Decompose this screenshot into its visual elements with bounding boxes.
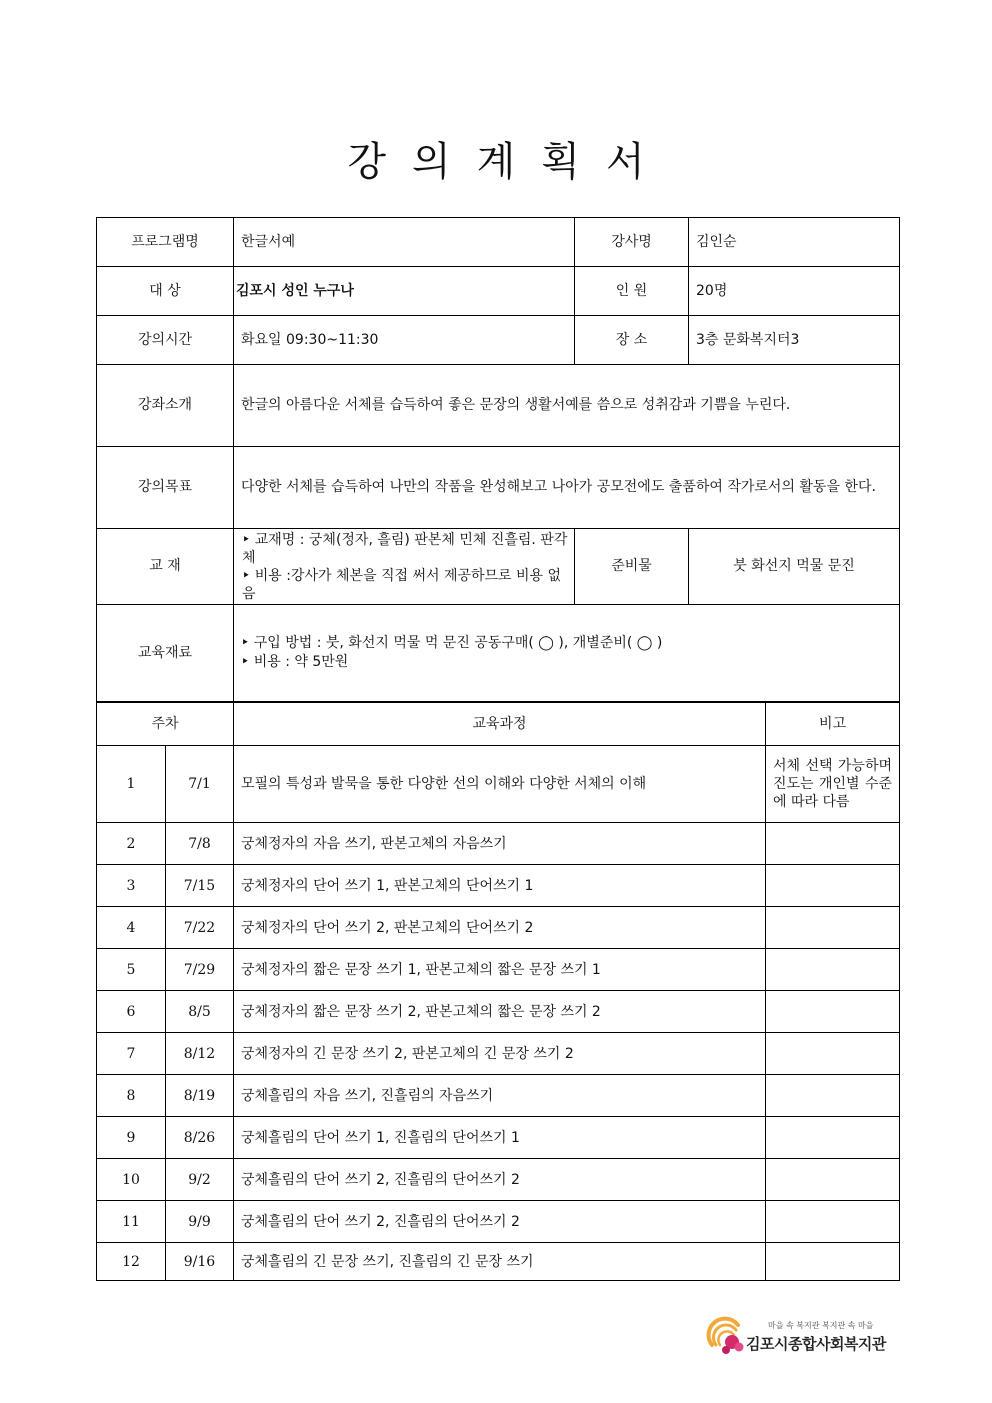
week-date: 7/22 [166, 907, 234, 949]
week-note [766, 1243, 900, 1281]
goal-label: 강의목표 [97, 447, 234, 529]
week-note [766, 1075, 900, 1117]
target-value: 김포시 성인 누구나 [234, 267, 575, 316]
page-title: 강의계획서 [347, 139, 671, 185]
week-date: 8/19 [166, 1075, 234, 1117]
org-logo-icon [706, 1315, 748, 1357]
week-note [766, 865, 900, 907]
week-content: 궁체정자의 짧은 문장 쓰기 1, 판본고체의 짧은 문장 쓰기 1 [234, 949, 766, 991]
week-content: 궁체흘림의 자음 쓰기, 진흘림의 자음쓰기 [234, 1075, 766, 1117]
header-note: 비고 [766, 703, 900, 746]
week-note [766, 1201, 900, 1243]
week-content: 궁체정자의 짧은 문장 쓰기 2, 판본고체의 짧은 문장 쓰기 2 [234, 991, 766, 1033]
week-note [766, 823, 900, 865]
week-content: 궁체흘림의 단어 쓰기 2, 진흘림의 단어쓰기 2 [234, 1159, 766, 1201]
week-content: 궁체흘림의 단어 쓰기 1, 진흘림의 단어쓰기 1 [234, 1117, 766, 1159]
table-row [97, 949, 900, 991]
table-row [97, 1117, 900, 1159]
week-number: 12 [97, 1243, 166, 1281]
week-date: 9/2 [166, 1159, 234, 1201]
week-date: 8/12 [166, 1033, 234, 1075]
week-date: 8/5 [166, 991, 234, 1033]
count-value: 20명 [689, 267, 900, 316]
org-name: 김포시종합사회복지관 [746, 1335, 886, 1353]
week-date: 7/8 [166, 823, 234, 865]
instructor-label: 강사명 [575, 218, 689, 267]
week-number: 1 [97, 746, 166, 823]
week-number: 10 [97, 1159, 166, 1201]
week-number: 8 [97, 1075, 166, 1117]
instructor-value: 김인순 [689, 218, 900, 267]
count-label: 인 원 [575, 267, 689, 316]
table-row [97, 823, 900, 865]
place-label: 장 소 [575, 316, 689, 365]
table-row [97, 991, 900, 1033]
week-note [766, 949, 900, 991]
week-date: 7/29 [166, 949, 234, 991]
week-number: 6 [97, 991, 166, 1033]
week-number: 5 [97, 949, 166, 991]
textbook-line-2: ‣ 비용 :강사가 체본을 직접 써서 제공하므로 비용 없음 [242, 567, 562, 602]
week-content: 궁체흘림의 긴 문장 쓰기, 진흘림의 긴 문장 쓰기 [234, 1243, 766, 1281]
prep-label: 준비물 [575, 529, 689, 605]
table-row [97, 1201, 900, 1243]
week-date: 7/1 [166, 746, 234, 823]
table-row [97, 865, 900, 907]
week-number: 7 [97, 1033, 166, 1075]
prep-value: 붓 화선지 먹물 문진 [689, 529, 900, 605]
goal-value: 다양한 서체를 습득하여 나만의 작품을 완성해보고 나아가 공모전에도 출품하여 작가로서의 활동을 한다. [234, 447, 900, 529]
textbook-line-1: ‣ 교재명 : 궁체(정자, 흘림) 판본체 민체 진흘림. 판각체 [242, 531, 568, 566]
time-label: 강의시간 [97, 316, 234, 365]
week-number: 3 [97, 865, 166, 907]
place-value: 3층 문화복지터3 [689, 316, 900, 365]
week-content: 궁체정자의 자음 쓰기, 판본고체의 자음쓰기 [234, 823, 766, 865]
week-content: 궁체정자의 단어 쓰기 2, 판본고체의 단어쓰기 2 [234, 907, 766, 949]
org-tagline: 마을 속 복지관 복지관 속 마을 [768, 1321, 874, 1330]
week-number: 4 [97, 907, 166, 949]
schedule-table [96, 702, 900, 1281]
week-content: 궁체정자의 단어 쓰기 1, 판본고체의 단어쓰기 1 [234, 865, 766, 907]
material-line-1: ‣ 구입 방법 : 붓, 화선지 먹물 먹 문진 공동구매( ◯ ), 개별준비( ◯ ) [241, 635, 663, 651]
header-content: 교육과정 [234, 703, 766, 746]
table-row [97, 1159, 900, 1201]
intro-label: 강좌소개 [97, 365, 234, 447]
program-value: 한글서예 [234, 218, 575, 267]
week-date: 8/26 [166, 1117, 234, 1159]
week-date: 7/15 [166, 865, 234, 907]
table-row [97, 907, 900, 949]
material-label: 교육재료 [97, 605, 234, 702]
week-note: 서체 선택 가능하며 진도는 개인별 수준에 따라 다름 [766, 746, 900, 823]
week-content: 궁체흘림의 단어 쓰기 2, 진흘림의 단어쓰기 2 [234, 1201, 766, 1243]
table-row [97, 1075, 900, 1117]
textbook-label: 교 재 [97, 529, 234, 605]
week-date: 9/16 [166, 1243, 234, 1281]
week-note [766, 1159, 900, 1201]
table-row [97, 746, 900, 823]
intro-value: 한글의 아름다운 서체를 습득하여 좋은 문장의 생활서예를 씀으로 성취감과 기쁨을 누린다. [234, 365, 900, 447]
week-number: 11 [97, 1201, 166, 1243]
header-week: 주차 [97, 703, 234, 746]
week-content: 궁체정자의 긴 문장 쓰기 2, 판본고체의 긴 문장 쓰기 2 [234, 1033, 766, 1075]
time-value: 화요일 09:30~11:30 [234, 316, 575, 365]
org-logo [706, 1313, 906, 1361]
info-table [96, 217, 900, 702]
table-row [97, 1243, 900, 1281]
week-content: 모필의 특성과 발묵을 통한 다양한 선의 이해와 다양한 서체의 이해 [234, 746, 766, 823]
material-line-2: ‣ 비용 : 약 5만원 [241, 654, 349, 670]
week-date: 9/9 [166, 1201, 234, 1243]
week-note [766, 1033, 900, 1075]
week-number: 9 [97, 1117, 166, 1159]
week-note [766, 1117, 900, 1159]
week-number: 2 [97, 823, 166, 865]
target-label: 대 상 [97, 267, 234, 316]
program-label: 프로그램명 [97, 218, 234, 267]
week-note [766, 991, 900, 1033]
table-row [97, 1033, 900, 1075]
week-note [766, 907, 900, 949]
